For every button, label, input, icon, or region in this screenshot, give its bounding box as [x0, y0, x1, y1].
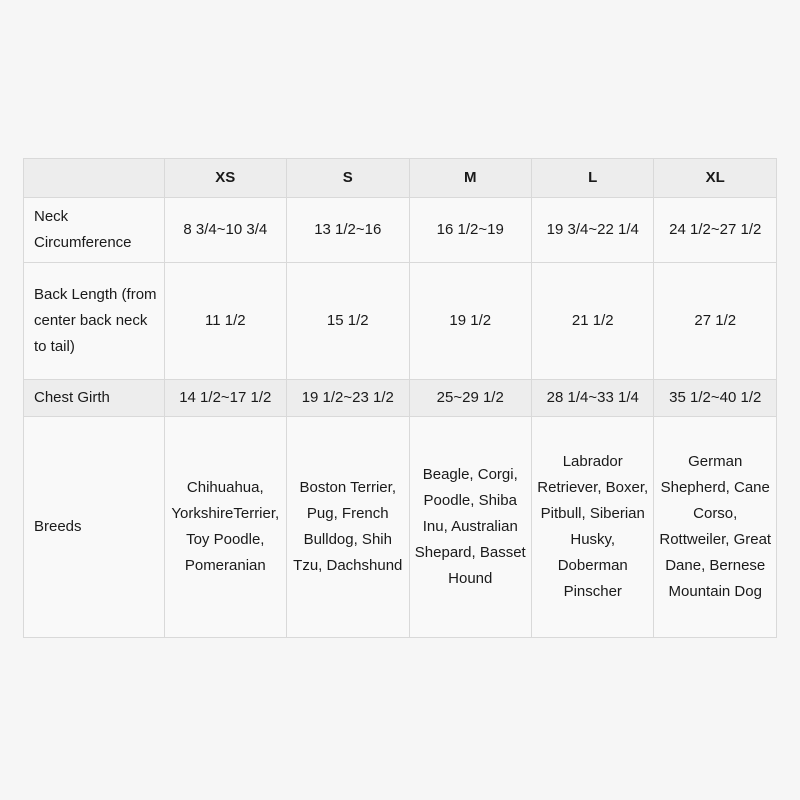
row-breeds [24, 417, 777, 638]
row-label: Chest Girth [24, 380, 165, 417]
table-cell: 13 1/2~16 [287, 198, 409, 263]
header-row [24, 159, 777, 198]
table-cell: 24 1/2~27 1/2 [654, 198, 777, 263]
row-label: Breeds [24, 417, 165, 638]
table-cell: 11 1/2 [164, 263, 286, 380]
header-corner-cell [24, 159, 165, 198]
row-label: Back Length (from center back neck to tail) [24, 263, 165, 380]
header-size-s: S [287, 159, 409, 198]
table-cell: 25~29 1/2 [409, 380, 531, 417]
table-cell: 27 1/2 [654, 263, 777, 380]
table-cell: 28 1/4~33 1/4 [532, 380, 654, 417]
table-cell: 21 1/2 [532, 263, 654, 380]
table-cell: German Shepherd, Cane Corso, Rottweiler, Great Dane, Bernese Mountain Dog [654, 417, 777, 638]
header-size-xl: XL [654, 159, 777, 198]
row-chest-girth [24, 380, 777, 417]
table-cell: 19 1/2 [409, 263, 531, 380]
table-cell: 14 1/2~17 1/2 [164, 380, 286, 417]
table-cell: 19 3/4~22 1/4 [532, 198, 654, 263]
row-back-length [24, 263, 777, 380]
table-cell: Labrador Retriever, Boxer, Pitbull, Siberian Husky, Doberman Pinscher [532, 417, 654, 638]
header-size-m: M [409, 159, 531, 198]
row-neck-circumference [24, 198, 777, 263]
table-cell: Beagle, Corgi, Poodle, Shiba Inu, Australian Shepard, Basset Hound [409, 417, 531, 638]
size-chart-table [23, 158, 777, 638]
table-cell: Chihuahua, YorkshireTerrier, Toy Poodle, Pomeranian [164, 417, 286, 638]
table-cell: 15 1/2 [287, 263, 409, 380]
header-size-l: L [532, 159, 654, 198]
row-label: Neck Circumference [24, 198, 165, 263]
header-size-xs: XS [164, 159, 286, 198]
size-chart-header [24, 159, 777, 198]
table-cell: Boston Terrier, Pug, French Bulldog, Shih Tzu, Dachshund [287, 417, 409, 638]
table-cell: 35 1/2~40 1/2 [654, 380, 777, 417]
table-cell: 19 1/2~23 1/2 [287, 380, 409, 417]
table-cell: 16 1/2~19 [409, 198, 531, 263]
table-cell: 8 3/4~10 3/4 [164, 198, 286, 263]
size-chart-body [24, 198, 777, 638]
